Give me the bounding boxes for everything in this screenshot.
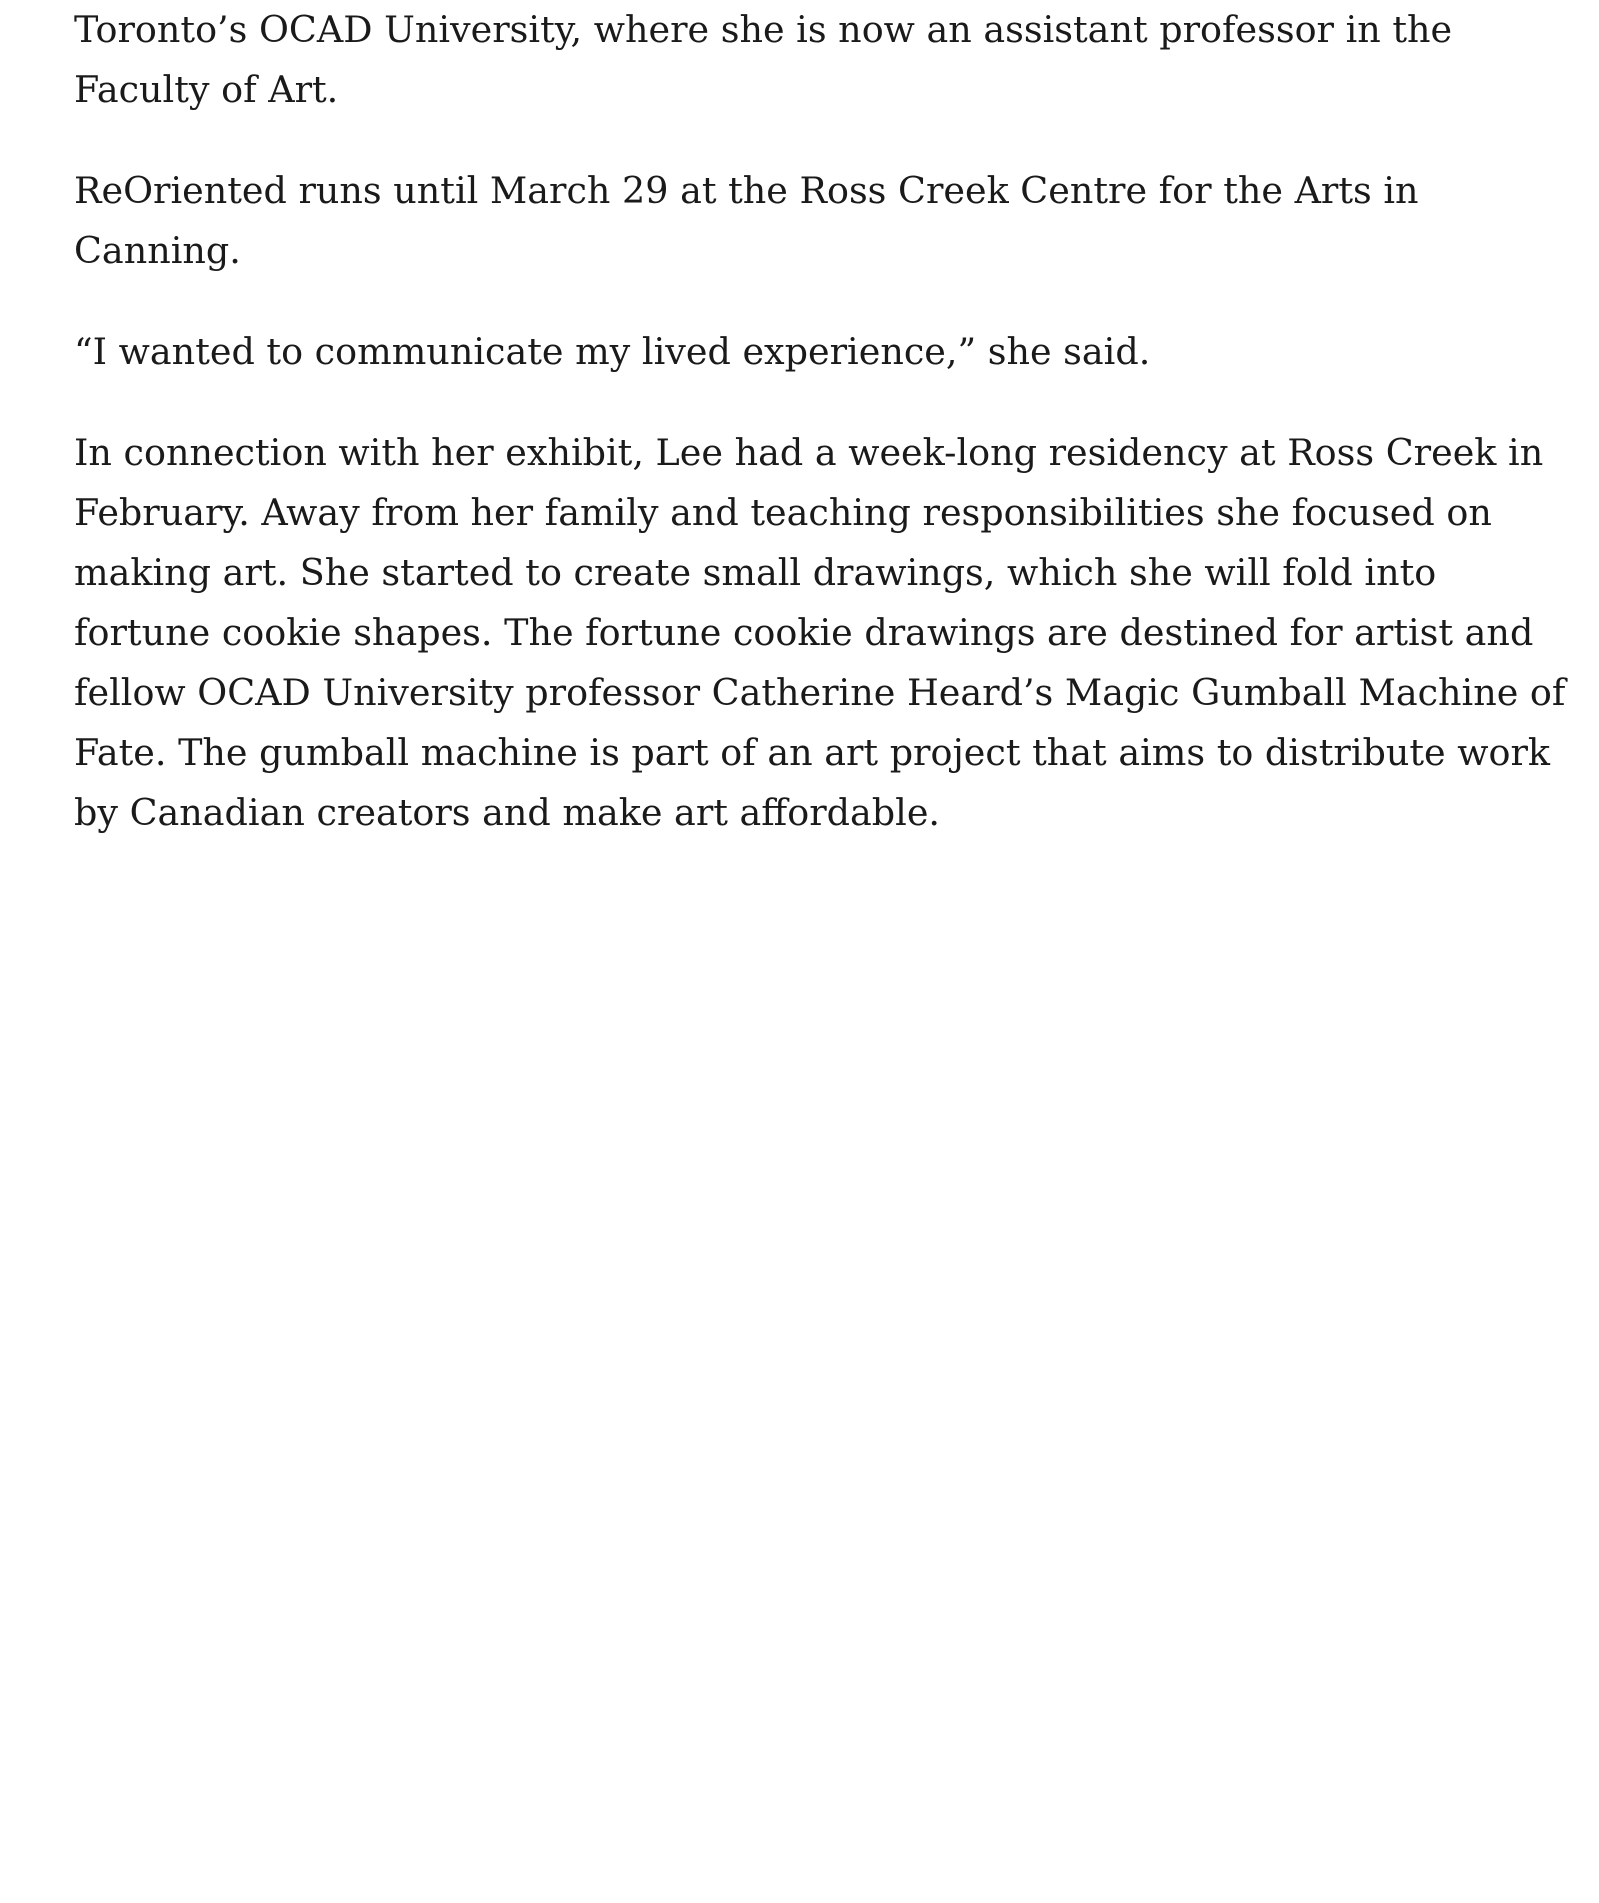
text-line: February. Away from her family and teaching responsibilities she focused on: [74, 491, 1492, 534]
text-line: In connection with her exhibit, Lee had a week-long residency at Ross Creek in: [74, 431, 1544, 474]
text-line: by Canadian creators and make art affordable.: [74, 791, 941, 834]
paragraph-quote: [74, 322, 1534, 382]
article-body: [74, 0, 1566, 884]
text-line: fortune cookie shapes. The fortune cookie drawings are destined for artist and: [74, 611, 1534, 654]
text-line: Toronto’s OCAD University, where she is now an assistant professor in the: [74, 8, 1453, 51]
text-line: ReOriented runs until March 29 at the Ross Creek Centre for the Arts in: [74, 169, 1419, 212]
paragraph-exhibit-dates: [74, 161, 1534, 281]
text-line: Faculty of Art.: [74, 68, 339, 111]
paragraph-residency: [74, 423, 1566, 843]
text-line: fellow OCAD University professor Catherine Heard’s Magic Gumball Machine of: [74, 671, 1566, 714]
text-line: making art. She started to create small drawings, which she will fold into: [74, 551, 1437, 594]
text-line: Fate. The gumball machine is part of an art project that aims to distribute work: [74, 731, 1551, 774]
text-line: Canning.: [74, 229, 241, 272]
paragraph-ocad-university: [74, 0, 1534, 120]
text-line: “I wanted to communicate my lived experience,” she said.: [74, 330, 1151, 373]
